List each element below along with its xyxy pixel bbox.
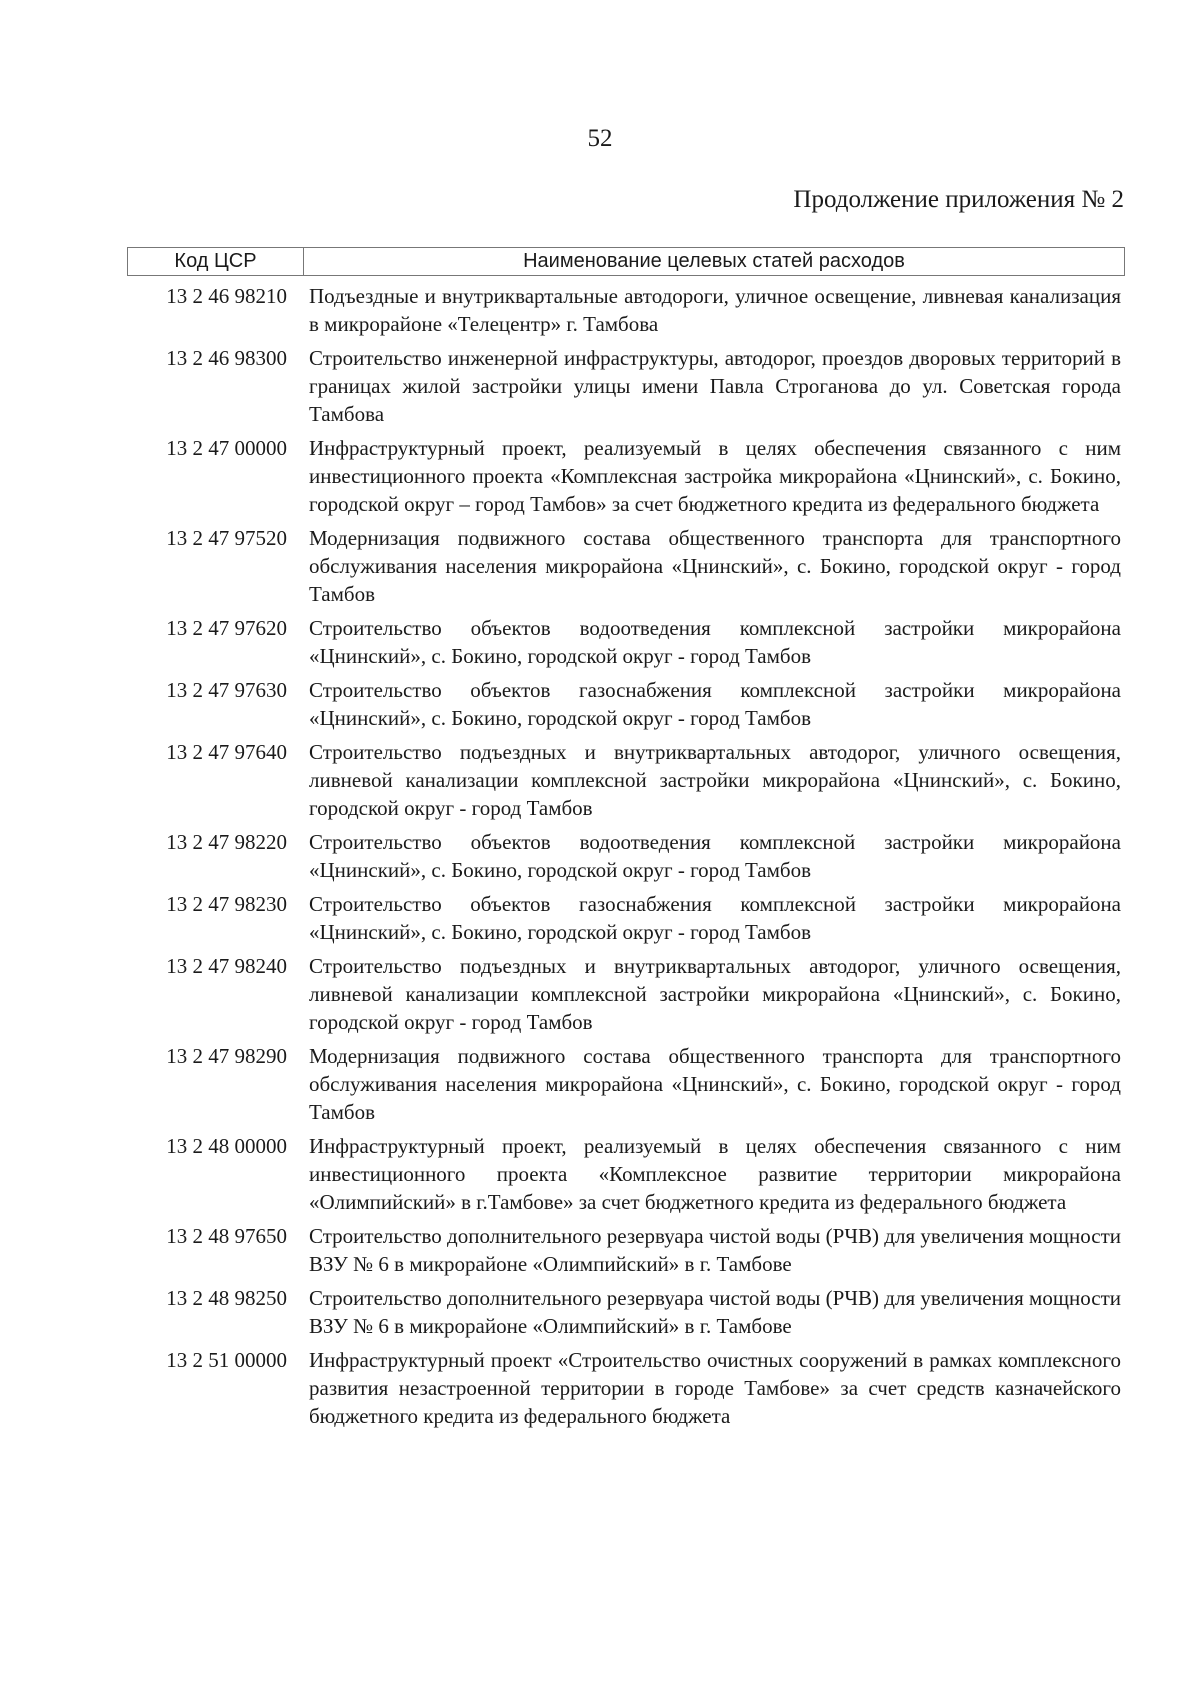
table-row: [127, 952, 1125, 1036]
row-code: 13 2 47 97520: [166, 526, 287, 550]
row-code: 13 2 47 98230: [166, 892, 287, 916]
row-name: Инфраструктурный проект, реализуемый в целях обеспечения связанного с ним инвестиционного проекта «Комплексная застройка микрорайона «Цнинский», с. Бокино, городской округ – город Тамбов» за счет бюджетного кредита из федерального бюджета: [309, 436, 1121, 516]
budget-codes-table: [127, 247, 1125, 1430]
row-name: Подъездные и внутриквартальные автодороги, уличное освещение, ливневая канализация в микрорайоне «Телецентр» г. Тамбова: [309, 284, 1121, 336]
row-name: Строительство подъездных и внутриквартальных автодорог, уличного освещения, ливневой канализации комплексной застройки микрорайона «Цнинский», с. Бокино, городской округ - город Тамбов: [309, 954, 1121, 1034]
row-code: 13 2 47 97640: [166, 740, 287, 764]
table-row: [127, 676, 1125, 732]
row-code: 13 2 47 98240: [166, 954, 287, 978]
table-row: [127, 1042, 1125, 1126]
row-code: 13 2 51 00000: [166, 1348, 287, 1372]
table-row: [127, 1222, 1125, 1278]
row-code: 13 2 47 97620: [166, 616, 287, 640]
table-row: [127, 1346, 1125, 1430]
header-code: Код ЦСР: [128, 248, 304, 275]
page-number: 52: [587, 125, 613, 152]
row-code: 13 2 47 97630: [166, 678, 287, 702]
row-name: Модернизация подвижного состава общественного транспорта для транспортного обслуживания населения микрорайона «Цнинский», с. Бокино, городской округ - город Тамбов: [309, 526, 1121, 606]
row-name: Строительство объектов водоотведения комплексной застройки микрорайона «Цнинский», с. Бокино, городской округ - город Тамбов: [309, 616, 1121, 668]
row-name: Строительство объектов газоснабжения комплексной застройки микрорайона «Цнинский», с. Бокино, городской округ - город Тамбов: [309, 892, 1121, 944]
table-row: [127, 1284, 1125, 1340]
row-name: Строительство объектов водоотведения комплексной застройки микрорайона «Цнинский», с. Бокино, городской округ - город Тамбов: [309, 830, 1121, 882]
table-header: [127, 247, 1125, 276]
table-row: [127, 738, 1125, 822]
row-name: Модернизация подвижного состава общественного транспорта для транспортного обслуживания населения микрорайона «Цнинский», с. Бокино, городской округ - город Тамбов: [309, 1044, 1121, 1124]
row-name: Строительство дополнительного резервуара чистой воды (РЧВ) для увеличения мощности ВЗУ № 6 в микрорайоне «Олимпийский» в г. Тамбове: [309, 1286, 1121, 1338]
row-code: 13 2 47 98220: [166, 830, 287, 854]
table-row: [127, 344, 1125, 428]
table-row: [127, 282, 1125, 338]
table-row: [127, 828, 1125, 884]
row-code: 13 2 47 98290: [166, 1044, 287, 1068]
row-name: Строительство дополнительного резервуара чистой воды (РЧВ) для увеличения мощности ВЗУ № 6 в микрорайоне «Олимпийский» в г. Тамбове: [309, 1224, 1121, 1276]
row-code: 13 2 47 00000: [166, 436, 287, 460]
row-name: Строительство инженерной инфраструктуры, автодорог, проездов дворовых территорий в границах жилой застройки улицы имени Павла Строганова до ул. Советская города Тамбова: [309, 346, 1121, 426]
row-name: Строительство подъездных и внутриквартальных автодорог, уличного освещения, ливневой канализации комплексной застройки микрорайона «Цнинский», с. Бокино, городской округ - город Тамбов: [309, 740, 1121, 820]
table-row: [127, 434, 1125, 518]
row-code: 13 2 46 98300: [166, 346, 287, 370]
row-code: 13 2 48 98250: [166, 1286, 287, 1310]
table-row: [127, 1132, 1125, 1216]
row-name: Инфраструктурный проект, реализуемый в целях обеспечения связанного с ним инвестиционного проекта «Комплексное развитие территории микрорайона «Олимпийский» в г.Тамбове» за счет бюджетного кредита из федерального бюджета: [309, 1134, 1121, 1214]
row-code: 13 2 46 98210: [166, 284, 287, 308]
table-row: [127, 890, 1125, 946]
row-code: 13 2 48 00000: [166, 1134, 287, 1158]
row-code: 13 2 48 97650: [166, 1224, 287, 1248]
row-name: Строительство объектов газоснабжения комплексной застройки микрорайона «Цнинский», с. Бокино, городской округ - город Тамбов: [309, 678, 1121, 730]
appendix-title: Продолжение приложения № 2: [793, 186, 1124, 213]
table-row: [127, 614, 1125, 670]
header-name: Наименование целевых статей расходов: [523, 250, 905, 272]
row-name: Инфраструктурный проект «Строительство очистных сооружений в рамках комплексного развития незастроенной территории в городе Тамбове» за счет средств казначейского бюджетного кредита из федерального бюджета: [309, 1348, 1121, 1428]
table-row: [127, 524, 1125, 608]
